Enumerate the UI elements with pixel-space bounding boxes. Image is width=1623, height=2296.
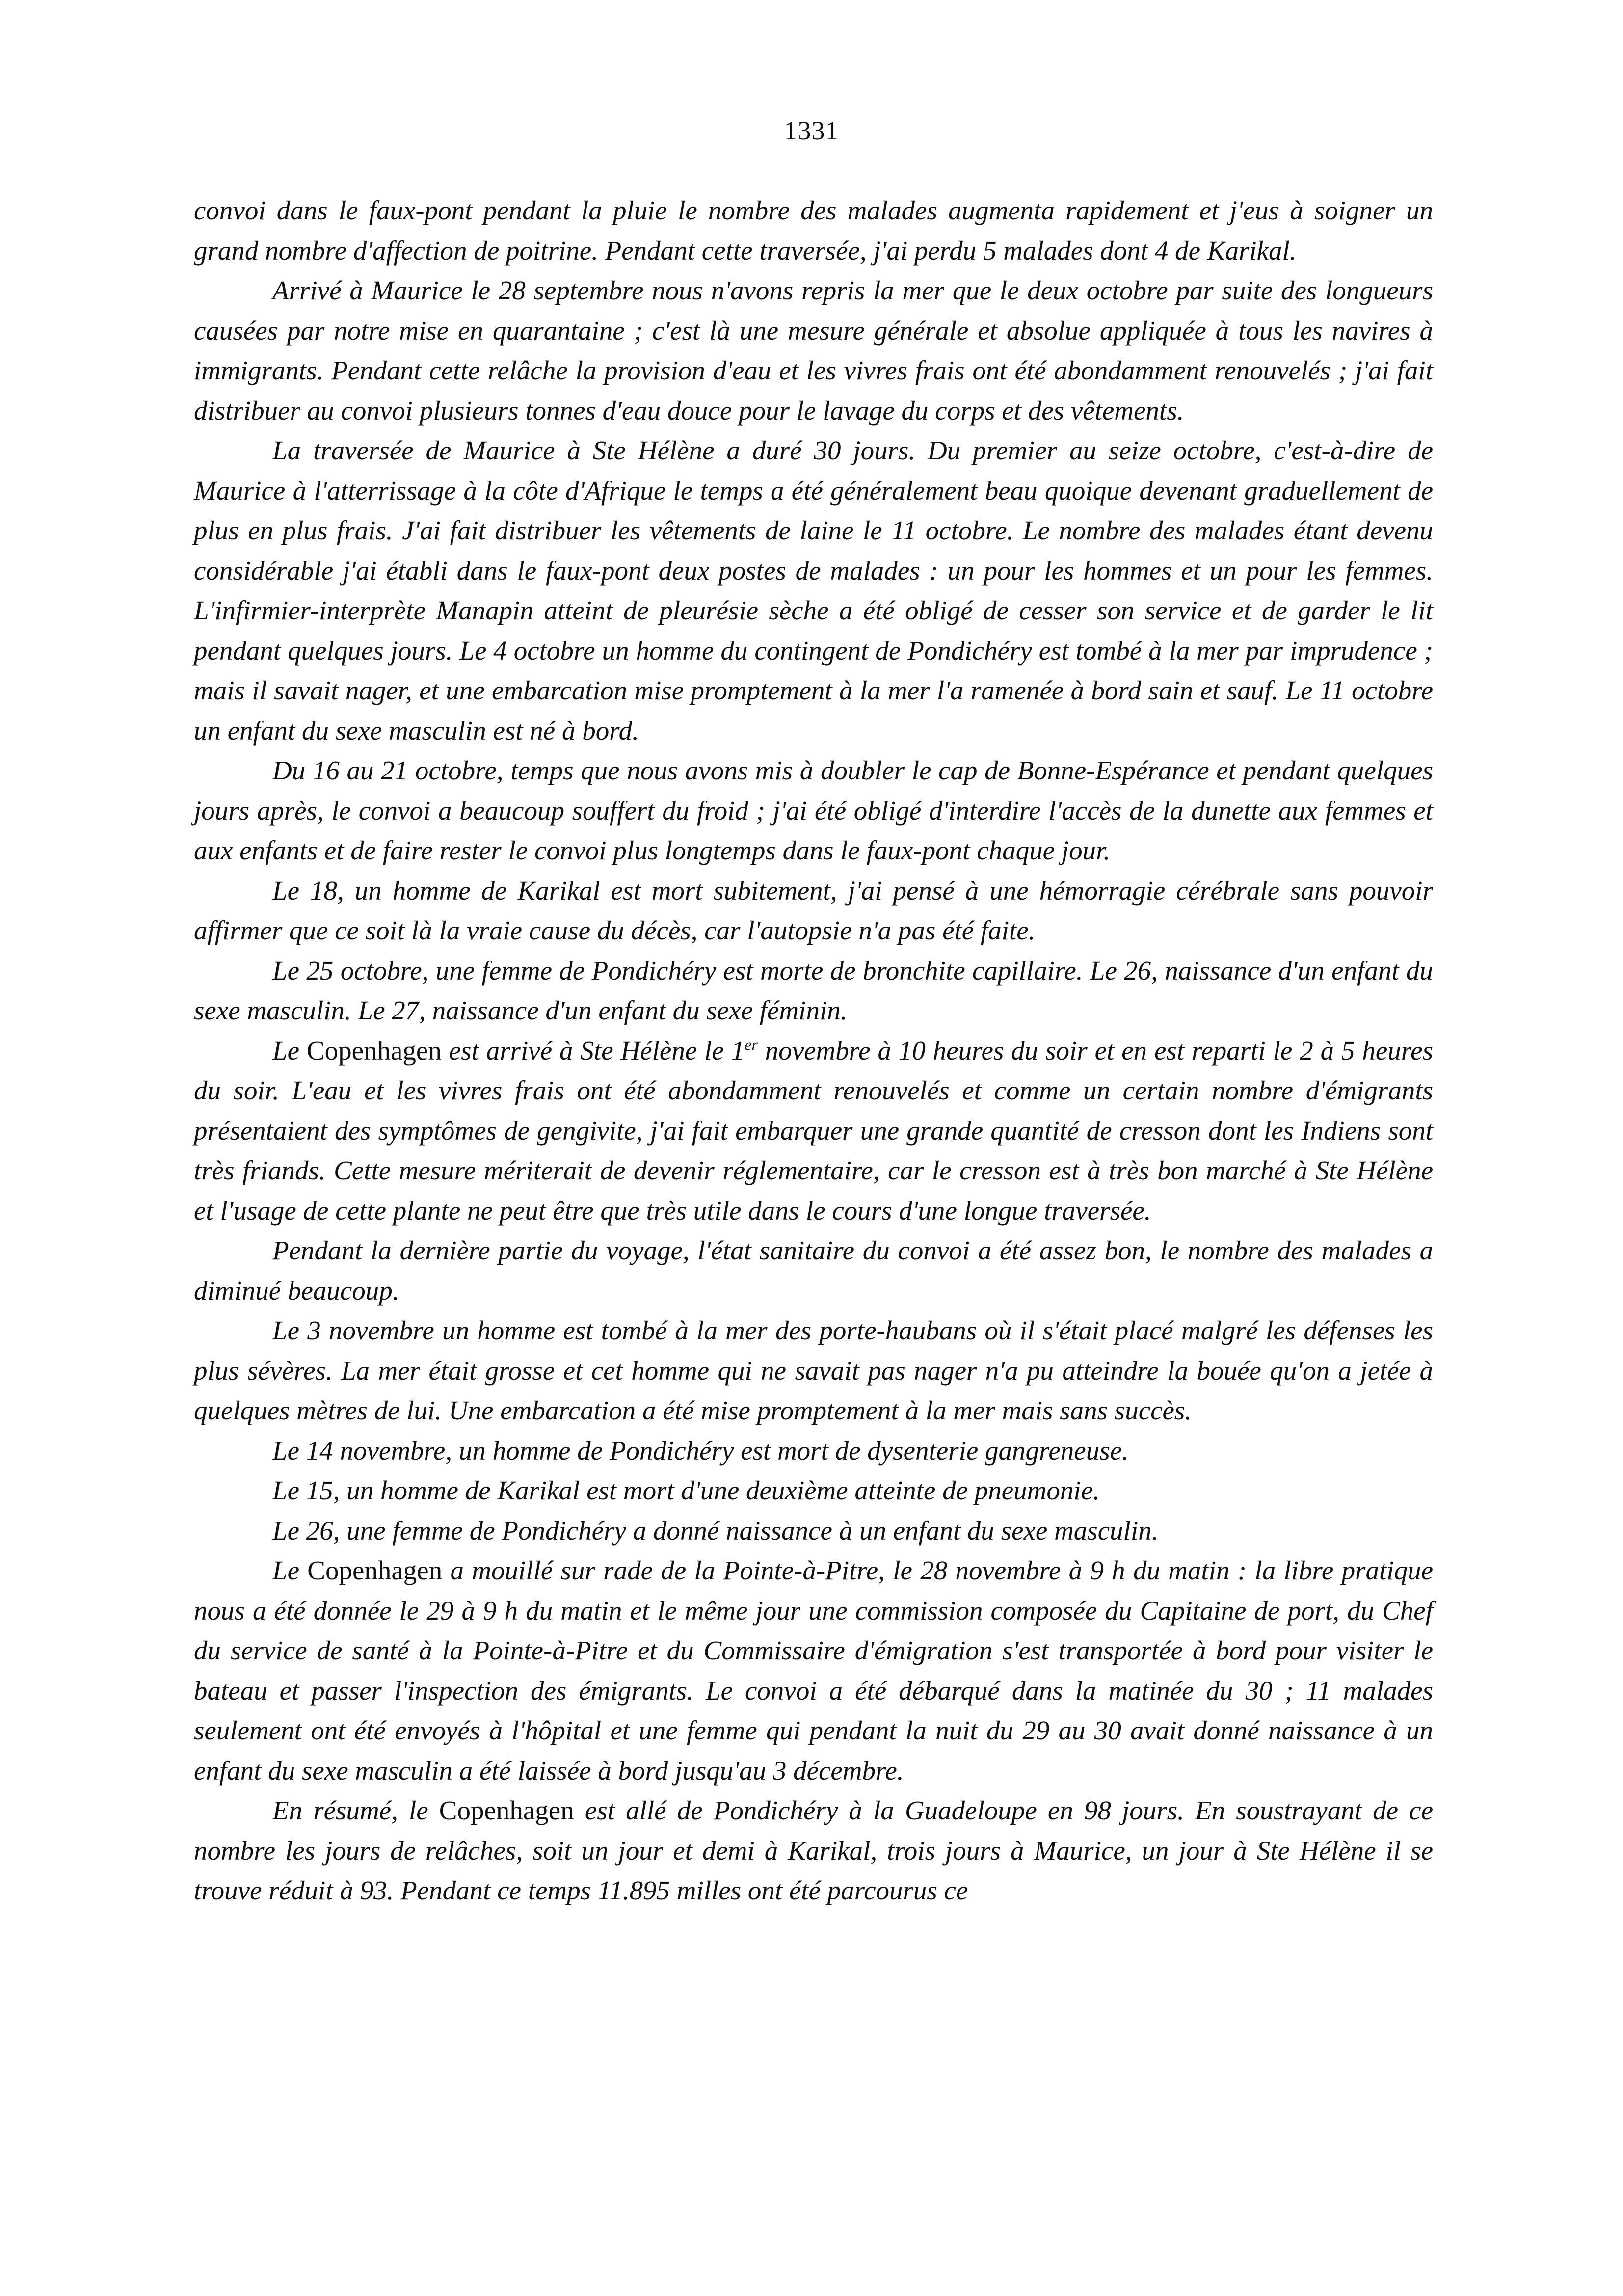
paragraph: Le 26, une femme de Pondichéry a donné naissance à un enfant du sexe masculin.: [272, 1515, 1159, 1546]
text-run: est allé de Pondichéry à la Guadeloupe en 98 jours. En soustrayant de ce nombre les jours de relâches, soit un jour et demi à Karikal, trois jours à Maurice, un jour à Ste Hélène il se trouve réduit à 93. Pendant ce temps 11.895 milles ont été parcourus ce: [194, 1795, 1433, 1905]
paragraph: [194, 1550, 1433, 1790]
paragraph: La traversée de Maurice à Ste Hélène a duré 30 jours. Du premier au seize octobre, c'est-à-dire de Maurice à l'atterrissage à la côte d'Afrique le temps a été généralement beau quoique devenant graduellement de plus en plus frais. J'ai fait distribuer les vêtements de laine le 11 octobre. Le nombre des malades étant devenu considérable j'ai établi dans le faux-pont deux postes de malades : un pour les hommes et un pour les femmes. L'infirmier-interprète Manapin atteint de pleurésie sèche a été obligé de cesser son service et de garder le lit pendant quelques jours. Le 4 octobre un homme du contingent de Pondichéry est tombé à la mer par imprudence ; mais il savait nager, et une embarcation mise promptement à la mer l'a ramenée à bord sain et sauf. Le 11 octobre un enfant du sexe masculin est né à bord.: [194, 435, 1433, 746]
text-run: est arrivé à Ste Hélène le 1: [441, 1035, 745, 1066]
paragraph: Du 16 au 21 octobre, temps que nous avons mis à doubler le cap de Bonne-Espérance et pendant quelques jours après, le convoi a beaucoup souffert du froid ; j'ai été obligé d'interdire l'accès de la dunette aux femmes et aux enfants et de faire rester le convoi plus longtemps dans le faux-pont chaque jour.: [194, 755, 1433, 865]
page-number: 1331: [784, 116, 839, 145]
paragraph: Le 3 novembre un homme est tombé à la mer des porte-haubans où il s'était placé malgré les défenses les plus sévères. La mer était grosse et cet homme qui ne savait pas nager n'a pu atteindre la bouée qu'on a jetée à quelques mètres de lui. Une embarcation a été mise promptement à la mer mais sans succès.: [194, 1315, 1433, 1425]
paragraph: [194, 1790, 1433, 1911]
text-run: novembre à 10 heures du soir et en est reparti le 2 à 5 heures du soir. L'eau et les vivres frais ont été abondamment renouvelés et comme un certain nombre d'émigrants présentaient des symptômes de gengivite, j'ai fait embarquer une grande quantité de cresson dont les Indiens sont très friands. Cette mesure mériterait de devenir réglementaire, car le cresson est à très bon marché à Ste Hélène et l'usage de cette plante ne peut être que très utile dans le cours d'une longue traversée.: [194, 1035, 1434, 1226]
paragraph: Arrivé à Maurice le 28 septembre nous n'avons repris la mer que le deux octobre par suite des longueurs causées par notre mise en quarantaine ; c'est là une mesure générale et absolue appliquée à tous les navires à immigrants. Pendant cette relâche la provision d'eau et les vivres frais ont été abondamment renouvelés ; j'ai fait distribuer au convoi plusieurs tonnes d'eau douce pour le lavage du corps et des vêtements.: [194, 275, 1433, 426]
text-run: Le: [272, 1035, 307, 1066]
ship-name: Copenhagen: [307, 1555, 443, 1585]
paragraph: [194, 1031, 1433, 1231]
ordinal-superscript: er: [745, 1036, 758, 1054]
text-run: a mouillé sur rade de la Pointe-à-Pitre, le 28 novembre à 9 h du matin : la libre pratique nous a été donnée le 29 à 9 h du matin et le même jour une commission composée du Capitaine de port, du Chef du service de santé à la Pointe-à-Pitre et du Commissaire d'émigration s'est transportée à bord pour visiter le bateau et passer l'inspection des émigrants. Le convoi a été débarqué dans la matinée du 30 ; 11 malades seulement ont été envoyés à l'hôpital et une femme qui pendant la nuit du 29 au 30 avait donné naissance à un enfant du sexe masculin a été laissée à bord jusqu'au 3 décembre.: [194, 1555, 1433, 1786]
ship-name: Copenhagen: [306, 1035, 442, 1066]
ship-name: Copenhagen: [439, 1795, 574, 1825]
text-run: En résumé, le: [272, 1795, 439, 1825]
paragraph: Le 15, un homme de Karikal est mort d'une deuxième atteinte de pneumonie.: [272, 1475, 1100, 1505]
text-run: Le: [272, 1555, 308, 1585]
report-body: [194, 190, 1433, 1911]
paragraph: Le 14 novembre, un homme de Pondichéry est mort de dysenterie gangreneuse.: [272, 1435, 1129, 1466]
paragraph: convoi dans le faux-pont pendant la pluie le nombre des malades augmenta rapidement et j'eus à soigner un grand nombre d'affection de poitrine. Pendant cette traversée, j'ai perdu 5 malades dont 4 de Karikal.: [194, 195, 1433, 266]
paragraph: Pendant la dernière partie du voyage, l'état sanitaire du convoi a été assez bon, le nombre des malades a diminué beaucoup.: [194, 1235, 1433, 1306]
paragraph: Le 25 octobre, une femme de Pondichéry est morte de bronchite capillaire. Le 26, naissance d'un enfant du sexe masculin. Le 27, naissance d'un enfant du sexe féminin.: [194, 955, 1433, 1025]
paragraph: Le 18, un homme de Karikal est mort subitement, j'ai pensé à une hémorragie cérébrale sans pouvoir affirmer que ce soit là la vraie cause du décès, car l'autopsie n'a pas été faite.: [194, 875, 1433, 945]
